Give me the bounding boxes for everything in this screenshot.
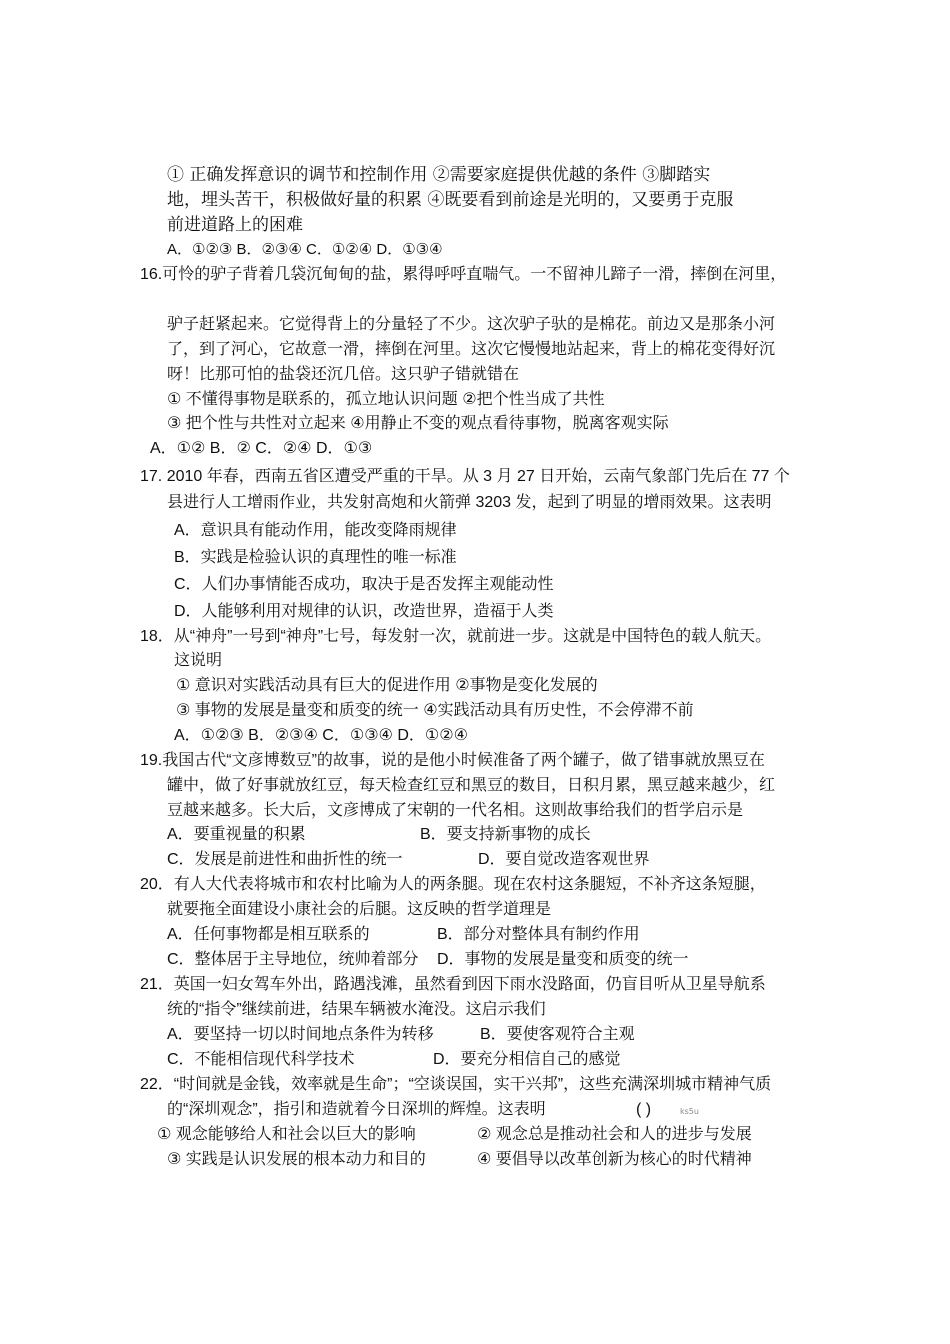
q15-line-2: 地，埋头苦干，积极做好量的积累 ④既要看到前途是光明的，又要勇于克服 <box>167 190 734 210</box>
q21-line-1: 21．英国一妇女驾车外出，路遇浅滩，虽然看到因下雨水没路面，仍盲目听从卫星导航系 <box>140 976 766 993</box>
q18-line-2: 这说明 <box>174 652 223 669</box>
q16-options: A．①② B．② C．②④ D．①③ <box>150 440 373 457</box>
q16-line-2: 驴子赶紧起来。它觉得背上的分量轻了不少。这次驴子驮的是棉花。前边又是那条小河 <box>167 316 776 333</box>
q20-line-1: 20．有人大代表将城市和农村比喻为人的两条腿。现在农村这条腿短，不补齐这条短腿， <box>140 876 766 893</box>
q21-option-a: A．要坚持一切以时间地点条件为转移 <box>167 1026 434 1043</box>
q20-option-b: B．部分对整体具有制约作用 <box>437 926 640 943</box>
q19-option-c: C．发展是前进性和曲折性的统一 <box>167 851 403 868</box>
q20-option-d: D．事物的发展是量变和质变的统一 <box>437 951 689 968</box>
q18-item-1: ① 意识对实践活动具有巨大的促进作用 ②事物是变化发展的 <box>176 677 598 694</box>
q15-line-1: ① 正确发挥意识的调节和控制作用 ②需要家庭提供优越的条件 ③脚踏实 <box>167 165 711 185</box>
q16-item-1: ① 不懂得事物是联系的，孤立地认识问题 ②把个性当成了共性 <box>167 391 605 408</box>
q15-line-3: 前进道路上的困难 <box>167 215 303 235</box>
q16-item-2: ③ 把个性与共性对立起来 ④用静止不变的观点看待事物，脱离客观实际 <box>167 415 669 432</box>
q18-item-2: ③ 事物的发展是量变和质变的统一 ④实践活动具有历史性，不会停滞不前 <box>176 702 694 719</box>
q22-item-2: ② 观念总是推动社会和人的进步与发展 <box>477 1126 752 1143</box>
q22-answer-paren: ( ) <box>636 1101 652 1118</box>
watermark-mark: ks5u <box>680 1107 699 1116</box>
q19-line-2: 罐中，做了好事就放红豆，每天检查红豆和黑豆的数目，日积月累，黑豆越来越少，红 <box>167 777 776 794</box>
q19-line-3: 豆越来越多。长大后，文彦博成了宋朝的一代名相。这则故事给我们的哲学启示是 <box>167 802 744 819</box>
q19-option-b: B．要支持新事物的成长 <box>420 826 591 843</box>
q17-option-b: B．实践是检验认识的真理性的唯一标准 <box>174 549 457 566</box>
q17-option-d: D．人能够利用对规律的认识，改造世界，造福于人类 <box>174 603 554 620</box>
q19-option-d: D．要自觉改造客观世界 <box>478 851 650 868</box>
q21-option-d: D．要充分相信自己的感觉 <box>433 1051 621 1068</box>
q19-line-1: 19.我国古代“文彦博数豆”的故事，说的是他小时候准备了两个罐子，做了错事就放黑豆在 <box>140 752 765 769</box>
q22-item-3: ③ 实践是认识发展的根本动力和目的 <box>167 1151 426 1168</box>
q22-line-2: 的“深圳观念”，指引和造就着今日深圳的辉煌。这表明 <box>167 1101 546 1118</box>
q16-line-1: 16.可怜的驴子背着几袋沉甸甸的盐，累得呼呼直喘气。一不留神儿蹄子一滑，摔倒在河里， <box>140 266 787 283</box>
q16-line-3: 了，到了河心，它故意一滑，摔倒在河里。这次它慢慢地站起来，背上的棉花变得好沉 <box>167 341 776 358</box>
q20-line-2: 就要拖全面建设小康社会的后腿。这反映的哲学道理是 <box>167 901 552 918</box>
q19-option-a: A．要重视量的积累 <box>167 826 306 843</box>
q17-option-c: C．人们办事情能否成功，取决于是否发挥主观能动性 <box>174 576 554 593</box>
q15-options: A．①②③ B．②③④ C．①②④ D．①③④ <box>167 241 443 258</box>
q17-line-2: 县进行人工增雨作业，共发射高炮和火箭弹 3203 发，起到了明显的增雨效果。这表明 <box>167 494 772 511</box>
q18-options: A．①②③ B．②③④ C．①③④ D．①②④ <box>174 727 468 744</box>
q20-option-c: C．整体居于主导地位，统帅着部分 <box>167 951 419 968</box>
q17-line-1: 17. 2010 年春，西南五省区遭受严重的干旱。从 3 月 27 日开始，云南气象部门先后在 77 个 <box>140 468 790 485</box>
q16-line-4: 呀！比那可怕的盐袋还沉几倍。这只驴子错就错在 <box>167 366 520 383</box>
q17-option-a: A．意识具有能动作用，能改变降雨规律 <box>174 522 457 539</box>
q22-line-1: 22．“时间就是金钱，效率就是生命”；“空谈误国，实干兴邦”，这些充满深圳城市精神气质 <box>140 1076 772 1093</box>
q21-line-2: 统的“指令”继续前进，结果车辆被水淹没。这启示我们 <box>167 1001 546 1018</box>
q18-line-1: 18．从“神舟”一号到“神舟”七号，每发射一次，就前进一步。这就是中国特色的载人航天。 <box>140 628 772 645</box>
q21-option-b: B．要使客观符合主观 <box>480 1026 635 1043</box>
q22-item-4: ④ 要倡导以改革创新为核心的时代精神 <box>477 1151 752 1168</box>
q22-item-1: ① 观念能够给人和社会以巨大的影响 <box>157 1126 416 1143</box>
q20-option-a: A．任何事物都是相互联系的 <box>167 926 370 943</box>
q21-option-c: C．不能相信现代科学技术 <box>167 1051 355 1068</box>
